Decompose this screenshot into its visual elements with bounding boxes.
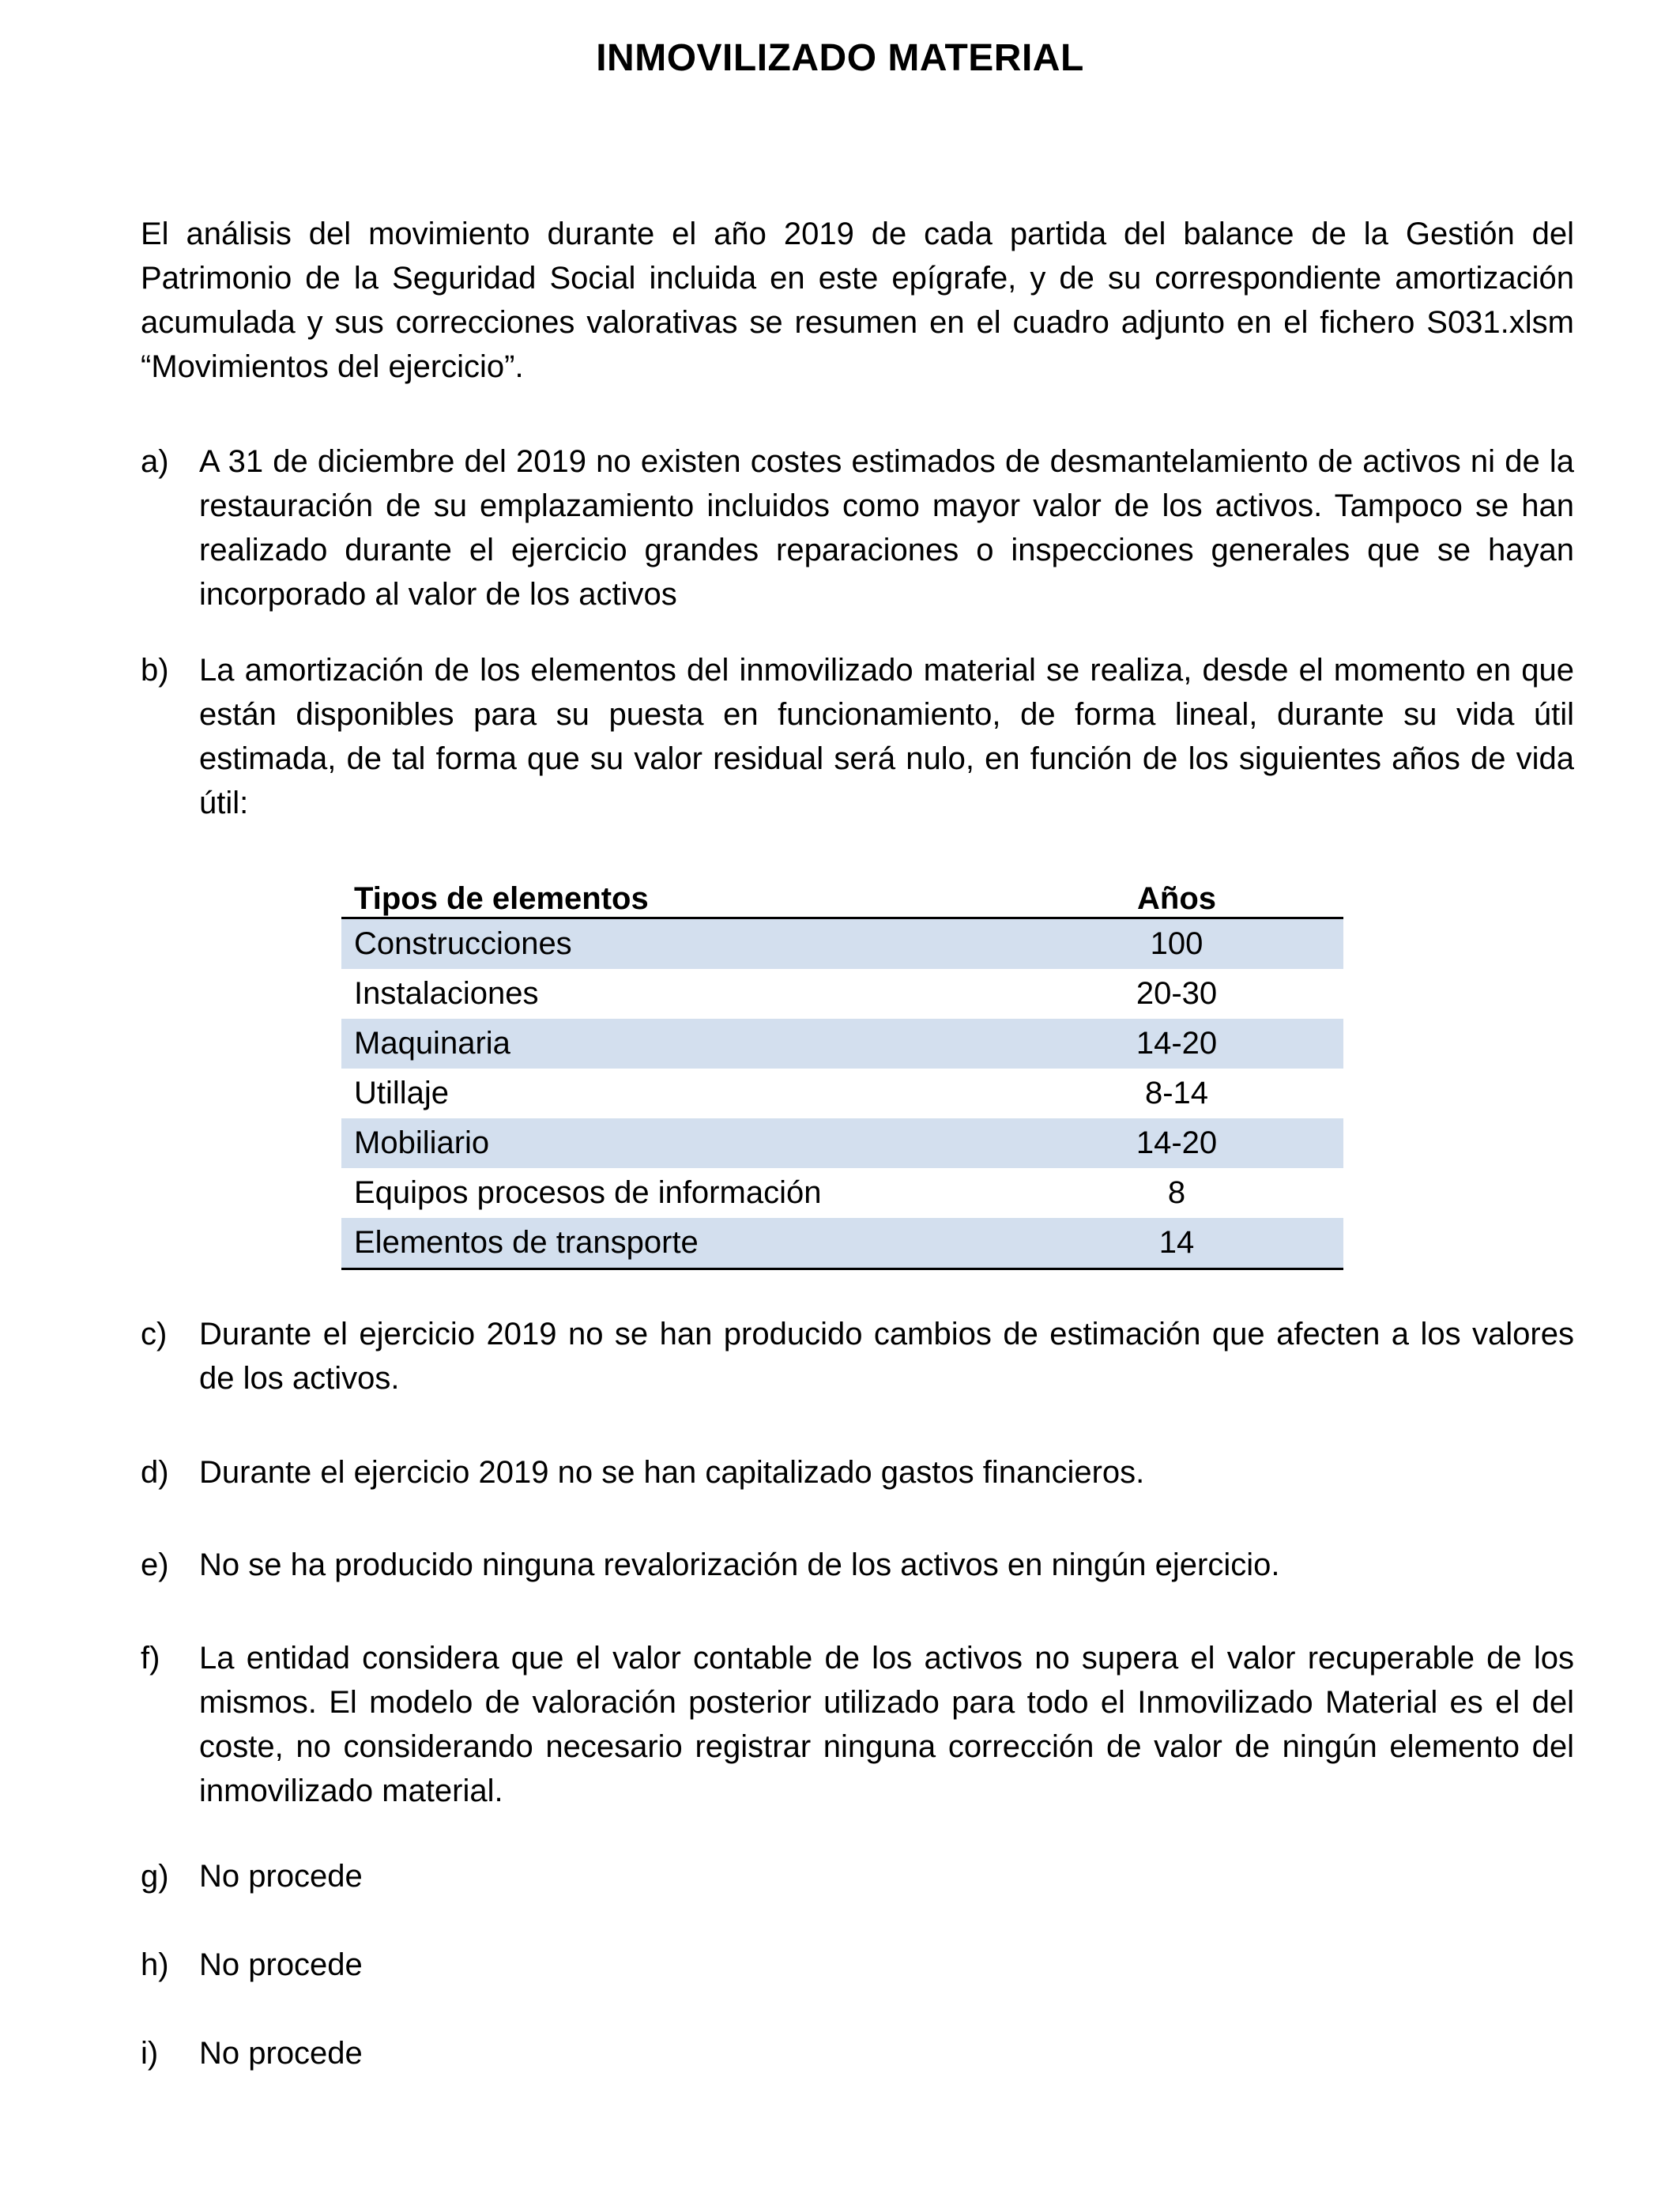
list-item-text: La amortización de los elementos del inmovilizado material se realiza, desde el momento en que están disponibles para su puesta en funcionamiento, de forma lineal, durante su vida útil estimada, de tal forma que su valor residual será nulo, en función de los siguientes años de vida útil: bbox=[199, 653, 1574, 820]
table-header-row bbox=[341, 868, 1343, 918]
list-item-i bbox=[141, 2031, 1574, 2075]
table-header-type: Tipos de elementos bbox=[341, 868, 1010, 918]
table-cell-years: 14 bbox=[1010, 1218, 1343, 1269]
list-item-d bbox=[141, 1450, 1574, 1495]
list-item-g bbox=[141, 1854, 1574, 1898]
list-item-text: No se ha producido ninguna revalorización de los activos en ningún ejercicio. bbox=[199, 1547, 1280, 1582]
list-item-c bbox=[141, 1312, 1574, 1400]
table-cell-type: Elementos de transporte bbox=[341, 1218, 1010, 1269]
list-item-text: La entidad considera que el valor contable de los activos no supera el valor recuperable de los mismos. El modelo de valoración posterior utilizado para todo el Inmovilizado Material es el del coste, no considerando necesario registrar ninguna corrección de valor de ningún elemento del inmovilizado material. bbox=[199, 1641, 1574, 1808]
table-row bbox=[341, 1019, 1343, 1069]
list-item-text: No procede bbox=[199, 1859, 363, 1894]
table-row bbox=[341, 1168, 1343, 1218]
table-row bbox=[341, 1218, 1343, 1269]
table-cell-years: 14-20 bbox=[1010, 1019, 1343, 1069]
table-cell-years: 8 bbox=[1167, 1175, 1186, 1210]
list-item-text: No procede bbox=[199, 2036, 363, 2071]
table-cell-type: Maquinaria bbox=[341, 1019, 1010, 1069]
list-item-letter: h) bbox=[141, 1947, 169, 1982]
table-cell-years: 14-20 bbox=[1010, 1118, 1343, 1168]
list-item-letter: b) bbox=[141, 653, 169, 688]
table-cell-type: Utillaje bbox=[354, 1076, 450, 1110]
table-row bbox=[341, 1069, 1343, 1118]
list-item-letter: f) bbox=[141, 1641, 160, 1676]
list-item-letter: i) bbox=[141, 2036, 159, 2071]
table-cell-type: Instalaciones bbox=[354, 976, 539, 1011]
list-item-a bbox=[141, 439, 1574, 616]
list-item-letter: d) bbox=[141, 1455, 169, 1490]
list-item-text: Durante el ejercicio 2019 no se han producido cambios de estimación que afecten a los valores de los activos. bbox=[199, 1317, 1574, 1396]
list-item-letter: g) bbox=[141, 1859, 169, 1894]
useful-life-table bbox=[341, 868, 1343, 1270]
intro-paragraph: El análisis del movimiento durante el año 2019 de cada partida del balance de la Gestión del Patrimonio de la Seguridad Social incluida en este epígrafe, y de su correspondiente amortización acumulada y sus correcciones valorativas se resumen en el cuadro adjunto en el fichero S031.xlsm “Movimientos del ejercicio”. bbox=[141, 217, 1574, 384]
list-item-h bbox=[141, 1943, 1574, 1987]
table-cell-type: Equipos procesos de información bbox=[354, 1175, 822, 1210]
table-cell-type: Construcciones bbox=[341, 918, 1010, 970]
list-item-text: No procede bbox=[199, 1947, 363, 1982]
table-cell-years: 20-30 bbox=[1136, 976, 1218, 1011]
table-cell-years: 8-14 bbox=[1144, 1076, 1209, 1110]
table-row bbox=[341, 969, 1343, 1019]
list-item-text: Durante el ejercicio 2019 no se han capitalizado gastos financieros. bbox=[199, 1455, 1145, 1490]
list-item-b bbox=[141, 648, 1574, 825]
list-item-letter: c) bbox=[141, 1317, 168, 1351]
table-header-years: Años bbox=[1010, 868, 1343, 918]
list-item-letter: e) bbox=[141, 1547, 169, 1582]
list-item-letter: a) bbox=[141, 444, 169, 479]
table-cell-years: 100 bbox=[1010, 918, 1343, 970]
list-item-e bbox=[141, 1543, 1574, 1587]
page-title: INMOVILIZADO MATERIAL bbox=[596, 37, 1084, 79]
table-cell-type: Mobiliario bbox=[341, 1118, 1010, 1168]
list-item-f bbox=[141, 1636, 1574, 1813]
list-item-text: A 31 de diciembre del 2019 no existen costes estimados de desmantelamiento de activos ni de la restauración de su emplazamiento incluidos como mayor valor de los activos. Tampoco se han realizado durante el ejercicio grandes reparaciones o inspecciones generales que se hayan incorporado al valor de los activos bbox=[199, 444, 1574, 612]
table-row bbox=[341, 1118, 1343, 1168]
table-row bbox=[341, 918, 1343, 970]
